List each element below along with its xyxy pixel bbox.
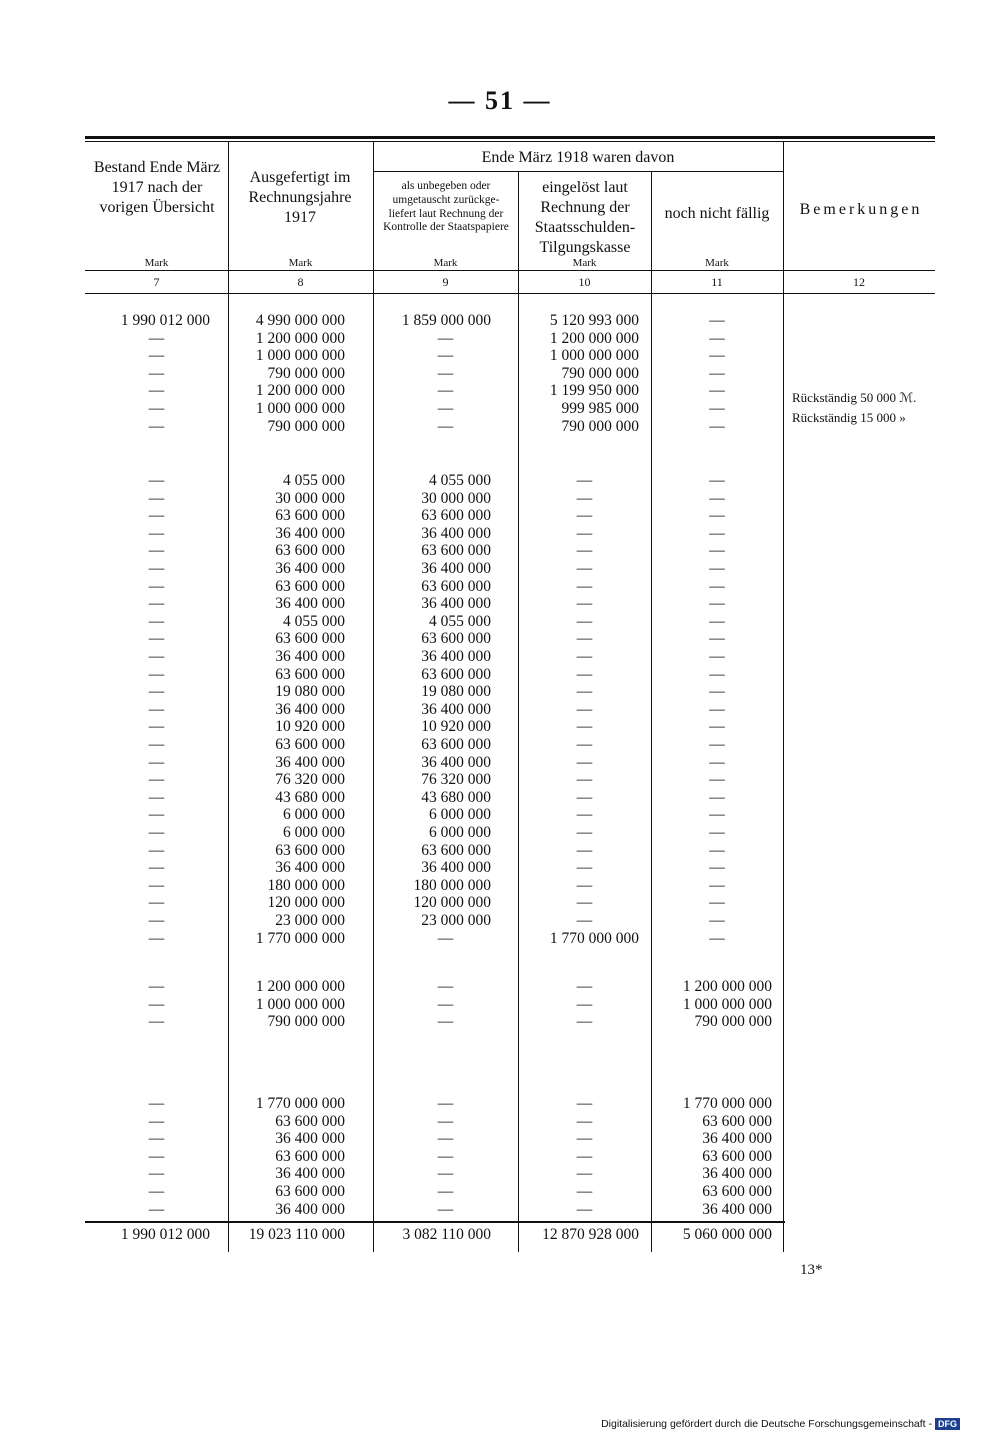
table-cell: — xyxy=(709,683,725,701)
table-cell: — xyxy=(709,841,725,859)
table-cell: 180 000 000 xyxy=(413,876,491,894)
table-cell: 36 400 000 xyxy=(421,700,491,718)
table-cell: — xyxy=(709,542,725,560)
table-cell: — xyxy=(576,683,593,701)
table-cell: — xyxy=(709,630,725,648)
table-cell: 1 199 950 000 xyxy=(549,382,639,400)
table-cell: — xyxy=(148,806,165,824)
table-cell: — xyxy=(437,1095,454,1112)
column-number: 8 xyxy=(297,275,304,289)
table-cell: — xyxy=(148,347,165,365)
table-cell: 790 000 000 xyxy=(694,1013,772,1031)
table-cell: 63 600 000 xyxy=(275,736,345,753)
table-cell: — xyxy=(576,472,593,489)
table-cell: 36 400 000 xyxy=(275,1130,345,1148)
dfg-logo: DFG xyxy=(935,1418,960,1430)
table-cell: — xyxy=(148,382,165,400)
table-cell: — xyxy=(576,876,593,894)
table-cell: 36 400 000 xyxy=(702,1165,772,1183)
table-cell: — xyxy=(709,489,725,507)
table-cell: 1 770 000 000 xyxy=(255,1095,345,1112)
table-cell: 63 600 000 xyxy=(421,542,491,560)
table-cell: — xyxy=(148,595,165,613)
table-cell: — xyxy=(148,329,165,347)
table-cell: — xyxy=(576,788,593,806)
table-cell: 63 600 000 xyxy=(275,542,345,560)
table-cell: 36 400 000 xyxy=(702,1130,772,1148)
table-cell: 63 600 000 xyxy=(275,1183,345,1200)
column-number: 12 xyxy=(853,275,865,289)
table-cell: — xyxy=(148,700,165,718)
table-cell: 63 600 000 xyxy=(275,507,345,525)
table-cell: 63 600 000 xyxy=(702,1147,772,1165)
table-cell: 63 600 000 xyxy=(421,507,491,525)
table-cell: — xyxy=(148,542,165,560)
col-divider xyxy=(783,142,784,1252)
table-cell: — xyxy=(437,1147,454,1165)
table-cell: — xyxy=(148,364,165,382)
table-cell: 1 200 000 000 xyxy=(255,329,345,347)
table-cell: 1 990 012 000 xyxy=(120,312,210,329)
table-cell: — xyxy=(437,1013,454,1031)
total-cell: 5 060 000 000 xyxy=(682,1226,772,1243)
table-cell: 30 000 000 xyxy=(275,489,345,507)
table-cell: 1 770 000 000 xyxy=(682,1095,772,1112)
table-cell: — xyxy=(709,400,725,417)
table-cell: 63 600 000 xyxy=(421,577,491,595)
table-cell: 36 400 000 xyxy=(275,1165,345,1183)
table-cell: — xyxy=(576,700,593,718)
table-cell: — xyxy=(709,382,725,400)
table-cell: 4 055 000 xyxy=(283,612,345,630)
table-cell: 1 000 000 000 xyxy=(255,347,345,365)
table-cell: 63 600 000 xyxy=(275,630,345,648)
table-cell: — xyxy=(576,560,593,577)
table-cell: 76 320 000 xyxy=(421,771,491,789)
table-cell: 1 200 000 000 xyxy=(549,329,639,347)
unit-label: Mark xyxy=(705,257,729,269)
table-cell: 1 770 000 000 xyxy=(549,929,639,947)
table-cell: — xyxy=(148,995,165,1013)
table-cell: 36 400 000 xyxy=(275,859,345,877)
table-cell: — xyxy=(576,524,593,542)
table-cell: — xyxy=(709,912,725,929)
top-rule-thin xyxy=(85,141,935,142)
table-cell: — xyxy=(437,417,454,435)
table-cell: 43 680 000 xyxy=(275,788,345,806)
table-cell: — xyxy=(148,841,165,859)
table-cell: — xyxy=(148,753,165,771)
table-cell: — xyxy=(437,1130,454,1148)
table-cell: 120 000 000 xyxy=(267,894,345,912)
table-cell: — xyxy=(709,788,725,806)
table-cell: 63 600 000 xyxy=(702,1112,772,1130)
table-cell: 999 985 000 xyxy=(561,400,639,417)
table-cell: — xyxy=(576,824,593,841)
table-cell: — xyxy=(148,1095,165,1112)
table-cell: 36 400 000 xyxy=(702,1200,772,1218)
header-col11: noch nicht fällig xyxy=(664,205,770,222)
table-cell: — xyxy=(148,929,165,947)
table-cell: — xyxy=(437,1200,454,1218)
table-cell: 1 000 000 000 xyxy=(682,995,772,1013)
table-cell: — xyxy=(709,894,725,912)
total-rule xyxy=(85,1221,785,1223)
table-cell: — xyxy=(148,788,165,806)
page-number: — 51 — xyxy=(448,86,552,115)
table-cell: 23 000 000 xyxy=(421,912,491,929)
table-cell: 43 680 000 xyxy=(421,788,491,806)
table-cell: 4 055 000 xyxy=(429,472,491,489)
table-cell: 63 600 000 xyxy=(275,1147,345,1165)
table-cell: 63 600 000 xyxy=(275,577,345,595)
group-rule xyxy=(373,171,783,172)
table-cell: — xyxy=(576,1147,593,1165)
column-number: 10 xyxy=(578,275,591,289)
column-number: 9 xyxy=(442,275,449,289)
total-cell: 19 023 110 000 xyxy=(248,1226,345,1243)
table-cell: 36 400 000 xyxy=(421,560,491,577)
table-cell: — xyxy=(576,612,593,630)
table-cell: — xyxy=(709,364,725,382)
unit-label: Mark xyxy=(288,257,313,269)
table-cell: — xyxy=(576,1112,593,1130)
table-cell: 36 400 000 xyxy=(275,560,345,577)
column-number: 7 xyxy=(153,275,160,289)
table-cell: — xyxy=(576,1013,593,1031)
table-cell: 1 000 000 000 xyxy=(255,400,345,417)
table-cell: 76 320 000 xyxy=(275,771,345,789)
table-cell: 790 000 000 xyxy=(561,417,639,435)
unit-label: Mark xyxy=(144,257,169,269)
table-cell: 790 000 000 xyxy=(561,364,639,382)
table-cell: — xyxy=(709,824,725,841)
table-cell: — xyxy=(576,1165,593,1183)
total-cell: 3 082 110 000 xyxy=(402,1226,491,1243)
table-cell: — xyxy=(148,771,165,789)
table-cell: — xyxy=(148,400,165,417)
table-cell: — xyxy=(709,329,725,347)
table-cell: 63 600 000 xyxy=(275,665,345,683)
unit-label: Mark xyxy=(433,257,458,269)
table-cell: 63 600 000 xyxy=(421,630,491,648)
table-cell: 19 080 000 xyxy=(275,683,345,701)
table-cell: — xyxy=(576,806,593,824)
table-cell: 36 400 000 xyxy=(421,524,491,542)
table-cell: — xyxy=(576,1095,593,1112)
table-cell: 790 000 000 xyxy=(267,1013,345,1031)
table-cell: — xyxy=(709,736,725,753)
table-cell: — xyxy=(709,577,725,595)
table-cell: — xyxy=(148,665,165,683)
table-cell: 6 000 000 xyxy=(283,806,345,824)
table-cell: — xyxy=(709,665,725,683)
table-cell: — xyxy=(148,1147,165,1165)
table-cell: — xyxy=(576,665,593,683)
column-number: 11 xyxy=(711,275,723,289)
table-cell: — xyxy=(576,736,593,753)
signature-mark: 13* xyxy=(800,1262,823,1278)
table-cell: 1 859 000 000 xyxy=(401,312,491,329)
table-cell: — xyxy=(709,347,725,365)
table-cell: — xyxy=(148,507,165,525)
table-cell: — xyxy=(576,753,593,771)
table-cell: — xyxy=(576,1183,593,1200)
table-cell: — xyxy=(709,595,725,613)
table-cell: — xyxy=(148,1112,165,1130)
table-cell: — xyxy=(148,1200,165,1218)
table-cell: — xyxy=(709,929,725,947)
header-col7: Bestand Ende März 1917 nach der vorigen Übersicht xyxy=(93,159,221,216)
table-cell: — xyxy=(709,771,725,789)
table-cell: — xyxy=(709,859,725,877)
table-cell: — xyxy=(437,329,454,347)
top-rule-thick xyxy=(85,136,935,139)
table-cell: 4 990 000 000 xyxy=(255,312,345,329)
table-cell: 63 600 000 xyxy=(421,841,491,859)
table-cell: — xyxy=(576,995,593,1013)
header-col8: Ausgefertigt im Rechnungsjahre 1917 xyxy=(248,169,352,226)
table-cell: — xyxy=(437,400,454,417)
header-col9: als unbegeben oder umgetauscht zurückge-liefert laut Rechnung der Kontrolle der Staatspapiere xyxy=(383,180,509,234)
table-cell: — xyxy=(437,929,454,947)
table-cell: — xyxy=(709,524,725,542)
table-cell: — xyxy=(576,1130,593,1148)
table-cell: 6 000 000 xyxy=(429,824,491,841)
table-cell: — xyxy=(709,806,725,824)
table-cell: 63 600 000 xyxy=(275,841,345,859)
table-cell: 36 400 000 xyxy=(275,1200,345,1218)
table-cell: — xyxy=(576,771,593,789)
table-cell: — xyxy=(709,876,725,894)
table-cell: — xyxy=(148,876,165,894)
table-cell: — xyxy=(437,347,454,365)
table-cell: 36 400 000 xyxy=(421,595,491,613)
table-cell: — xyxy=(576,859,593,877)
table-cell: 36 400 000 xyxy=(421,859,491,877)
table-cell: 790 000 000 xyxy=(267,417,345,435)
table-cell: — xyxy=(576,718,593,736)
table-cell: — xyxy=(148,417,165,435)
table-cell: — xyxy=(148,1013,165,1031)
table-cell: — xyxy=(148,1130,165,1148)
table-cell: — xyxy=(576,577,593,595)
table-cell: — xyxy=(576,841,593,859)
remark: Rückständig 50 000 ℳ. xyxy=(792,390,917,405)
table-cell: — xyxy=(709,312,725,329)
table-cell: — xyxy=(437,1165,454,1183)
table-cell: — xyxy=(576,648,593,665)
table-cell: 23 000 000 xyxy=(275,912,345,929)
table-cell: — xyxy=(576,912,593,929)
table-cell: 36 400 000 xyxy=(275,753,345,771)
table-cell: — xyxy=(709,612,725,630)
table-cell: — xyxy=(148,1165,165,1183)
table-cell: — xyxy=(437,995,454,1013)
table-cell: 36 400 000 xyxy=(421,753,491,771)
table-cell: — xyxy=(148,1183,165,1200)
table-cell: 10 920 000 xyxy=(275,718,345,736)
table-cell: 6 000 000 xyxy=(283,824,345,841)
table-cell: — xyxy=(709,753,725,771)
table-cell: 1 770 000 000 xyxy=(255,929,345,947)
table-cell: — xyxy=(437,978,454,995)
table-cell: — xyxy=(576,1200,593,1218)
table-cell: — xyxy=(709,507,725,525)
table-cell: 120 000 000 xyxy=(413,894,491,912)
table-cell: 36 400 000 xyxy=(275,524,345,542)
table-cell: — xyxy=(709,700,725,718)
table-cell: — xyxy=(709,718,725,736)
table-cell: — xyxy=(148,683,165,701)
table-cell: 1 200 000 000 xyxy=(255,978,345,995)
header-group: Ende März 1918 waren davon xyxy=(481,149,675,166)
table-cell: 63 600 000 xyxy=(421,665,491,683)
table-cell: 30 000 000 xyxy=(421,489,491,507)
table-cell: 19 080 000 xyxy=(421,683,491,701)
colnum-rule xyxy=(85,293,935,294)
unit-rule xyxy=(85,270,935,271)
table-cell: — xyxy=(576,489,593,507)
footer-text: Digitalisierung gefördert durch die Deutsche Forschungsgemeinschaft - xyxy=(601,1418,932,1430)
table-cell: — xyxy=(576,595,593,613)
table-cell: — xyxy=(148,524,165,542)
table-cell: — xyxy=(148,577,165,595)
table-cell: 5 120 993 000 xyxy=(549,312,639,329)
table-cell: — xyxy=(148,894,165,912)
remark: Rückständig 15 000 » xyxy=(792,410,906,425)
total-cell: 12 870 928 000 xyxy=(542,1226,639,1243)
table-cell: — xyxy=(148,912,165,929)
table-cell: — xyxy=(148,736,165,753)
table-cell: — xyxy=(148,472,165,489)
table-cell: — xyxy=(437,364,454,382)
table-cell: — xyxy=(437,1183,454,1200)
table-cell: 36 400 000 xyxy=(275,648,345,665)
unit-label: Mark xyxy=(572,257,597,269)
header-col12: Bemerkungen xyxy=(799,201,923,218)
table-cell: 36 400 000 xyxy=(275,595,345,613)
table-cell: — xyxy=(709,417,725,435)
table-cell: 1 000 000 000 xyxy=(255,995,345,1013)
table-cell: 1 200 000 000 xyxy=(255,382,345,400)
table-cell: 36 400 000 xyxy=(421,648,491,665)
table-cell: — xyxy=(148,560,165,577)
table-cell: — xyxy=(148,859,165,877)
table-cell: — xyxy=(148,978,165,995)
footer xyxy=(601,1418,960,1430)
table-cell: — xyxy=(709,648,725,665)
table-cell: — xyxy=(148,612,165,630)
table-cell: 790 000 000 xyxy=(267,364,345,382)
table-cell: — xyxy=(709,560,725,577)
table-cell: — xyxy=(576,542,593,560)
table-cell: 180 000 000 xyxy=(267,876,345,894)
table-cell: — xyxy=(576,630,593,648)
table-cell: 1 000 000 000 xyxy=(549,347,639,365)
table-cell: — xyxy=(148,718,165,736)
header-col10: eingelöst laut Rechnung der Staatsschulden-Tilgungskasse xyxy=(534,179,636,256)
table-cell: — xyxy=(709,472,725,489)
table-cell: 63 600 000 xyxy=(275,1112,345,1130)
table-cell: — xyxy=(437,382,454,400)
table-cell: 4 055 000 xyxy=(429,612,491,630)
table-cell: — xyxy=(148,824,165,841)
table-cell: — xyxy=(148,648,165,665)
table-cell: 63 600 000 xyxy=(421,736,491,753)
table-cell: — xyxy=(148,630,165,648)
table-cell: 36 400 000 xyxy=(275,700,345,718)
table-cell: — xyxy=(148,489,165,507)
total-cell: 1 990 012 000 xyxy=(120,1226,210,1243)
table-cell: 10 920 000 xyxy=(421,718,491,736)
table-cell: — xyxy=(576,978,593,995)
table-cell: 6 000 000 xyxy=(429,806,491,824)
table-cell: 1 200 000 000 xyxy=(682,978,772,995)
table-cell: — xyxy=(576,894,593,912)
table-cell: 4 055 000 xyxy=(283,472,345,489)
table-cell: — xyxy=(576,507,593,525)
table-cell: — xyxy=(437,1112,454,1130)
table-cell: 63 600 000 xyxy=(702,1183,772,1200)
